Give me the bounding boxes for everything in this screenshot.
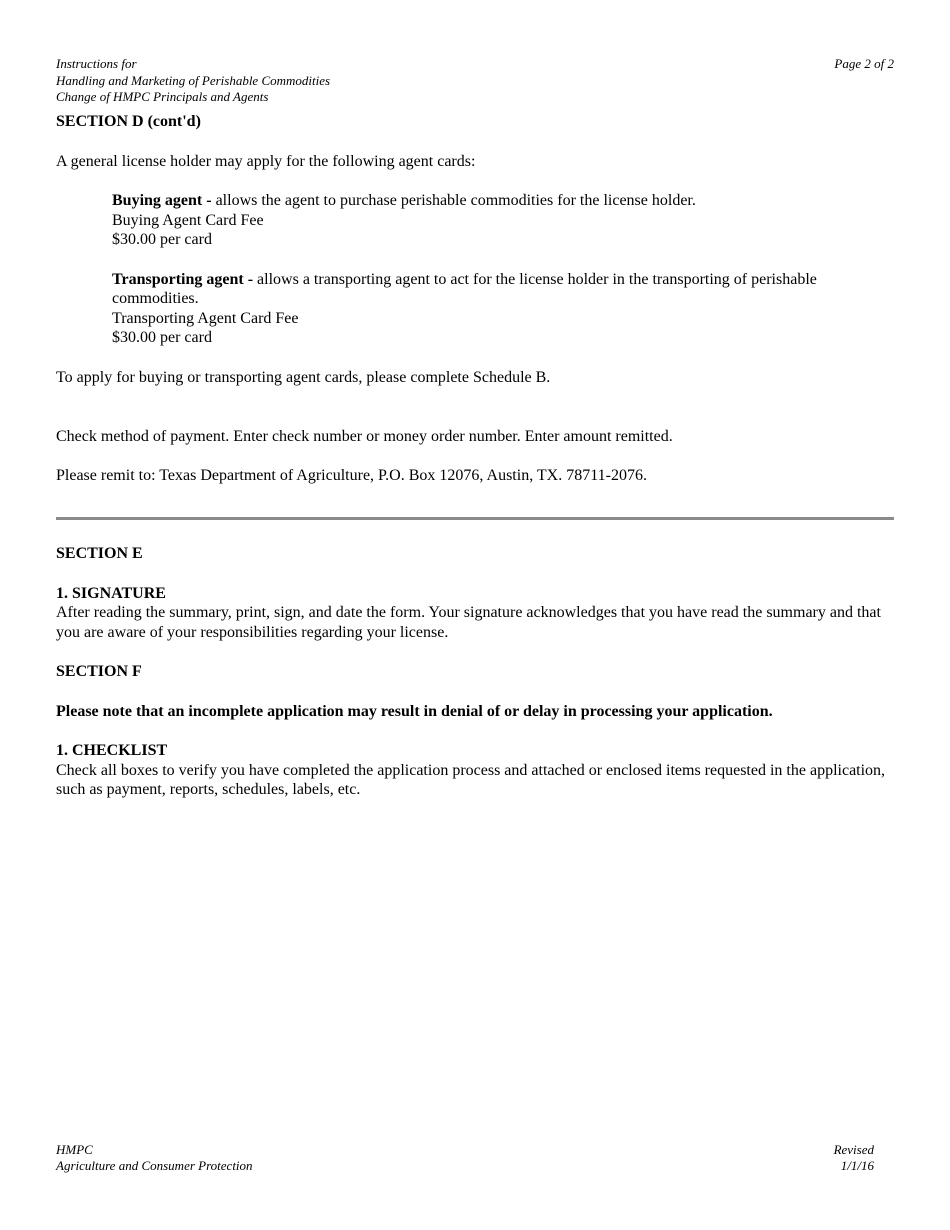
buying-agent-fee: $30.00 per card	[112, 231, 212, 248]
apply-instructions: To apply for buying or transporting agent cards, please complete Schedule B.	[56, 368, 551, 386]
footer-revision	[834, 1142, 874, 1174]
section-f-heading: SECTION F	[56, 663, 142, 680]
footer-division: Agriculture and Consumer Protection	[56, 1158, 253, 1173]
remit-address: Please remit to: Texas Department of Agriculture, P.O. Box 12076, Austin, TX. 78711-2076.	[56, 466, 647, 484]
page-number: Page 2 of 2	[834, 56, 894, 71]
transporting-agent-fee: $30.00 per card	[112, 329, 212, 346]
section-divider	[56, 517, 894, 520]
buying-agent-description	[112, 191, 894, 211]
transporting-agent-desc: allows a transporting agent to act for the license holder in the transporting of perishable commodities.	[112, 270, 817, 307]
footer-revised-date: 1/1/16	[840, 1158, 874, 1173]
main-content	[56, 112, 894, 800]
transporting-agent-fee-label: Transporting Agent Card Fee	[112, 309, 299, 327]
header-title-block	[56, 56, 330, 106]
transporting-agent-description	[112, 270, 894, 309]
header-line-3: Change of HMPC Principals and Agents	[56, 89, 269, 104]
section-d-intro: A general license holder may apply for the following agent cards:	[56, 152, 476, 170]
section-e-heading: SECTION E	[56, 545, 143, 562]
checklist-text: Check all boxes to verify you have completed the application process and attached or enclosed items requested in the application, such as payment, reports, schedules, labels, etc.	[56, 761, 886, 798]
footer-program: HMPC	[56, 1142, 93, 1157]
footer-left	[56, 1142, 253, 1174]
signature-text: After reading the summary, print, sign, and date the form. Your signature acknowledges that you have read the summary and that you are aware of your responsibilities regarding your license.	[56, 604, 881, 641]
transporting-agent-term: Transporting agent -	[112, 270, 254, 288]
buying-agent-fee-label: Buying Agent Card Fee	[112, 211, 264, 229]
incomplete-application-note: Please note that an incomplete application may result in denial of or delay in processing your application.	[56, 702, 773, 720]
checklist-heading: 1. CHECKLIST	[56, 742, 168, 759]
buying-agent-desc: allows the agent to purchase perishable commodities for the license holder.	[211, 192, 696, 209]
header-line-1: Instructions for	[56, 56, 137, 71]
buying-agent-term: Buying agent -	[112, 192, 212, 209]
payment-instructions: Check method of payment. Enter check number or money order number. Enter amount remitted.	[56, 428, 673, 445]
header-line-2: Handling and Marketing of Perishable Commodities	[56, 72, 331, 88]
section-d-heading: SECTION D (cont'd)	[56, 113, 201, 130]
footer-revised-label: Revised	[833, 1142, 874, 1157]
signature-heading: 1. SIGNATURE	[56, 584, 166, 602]
